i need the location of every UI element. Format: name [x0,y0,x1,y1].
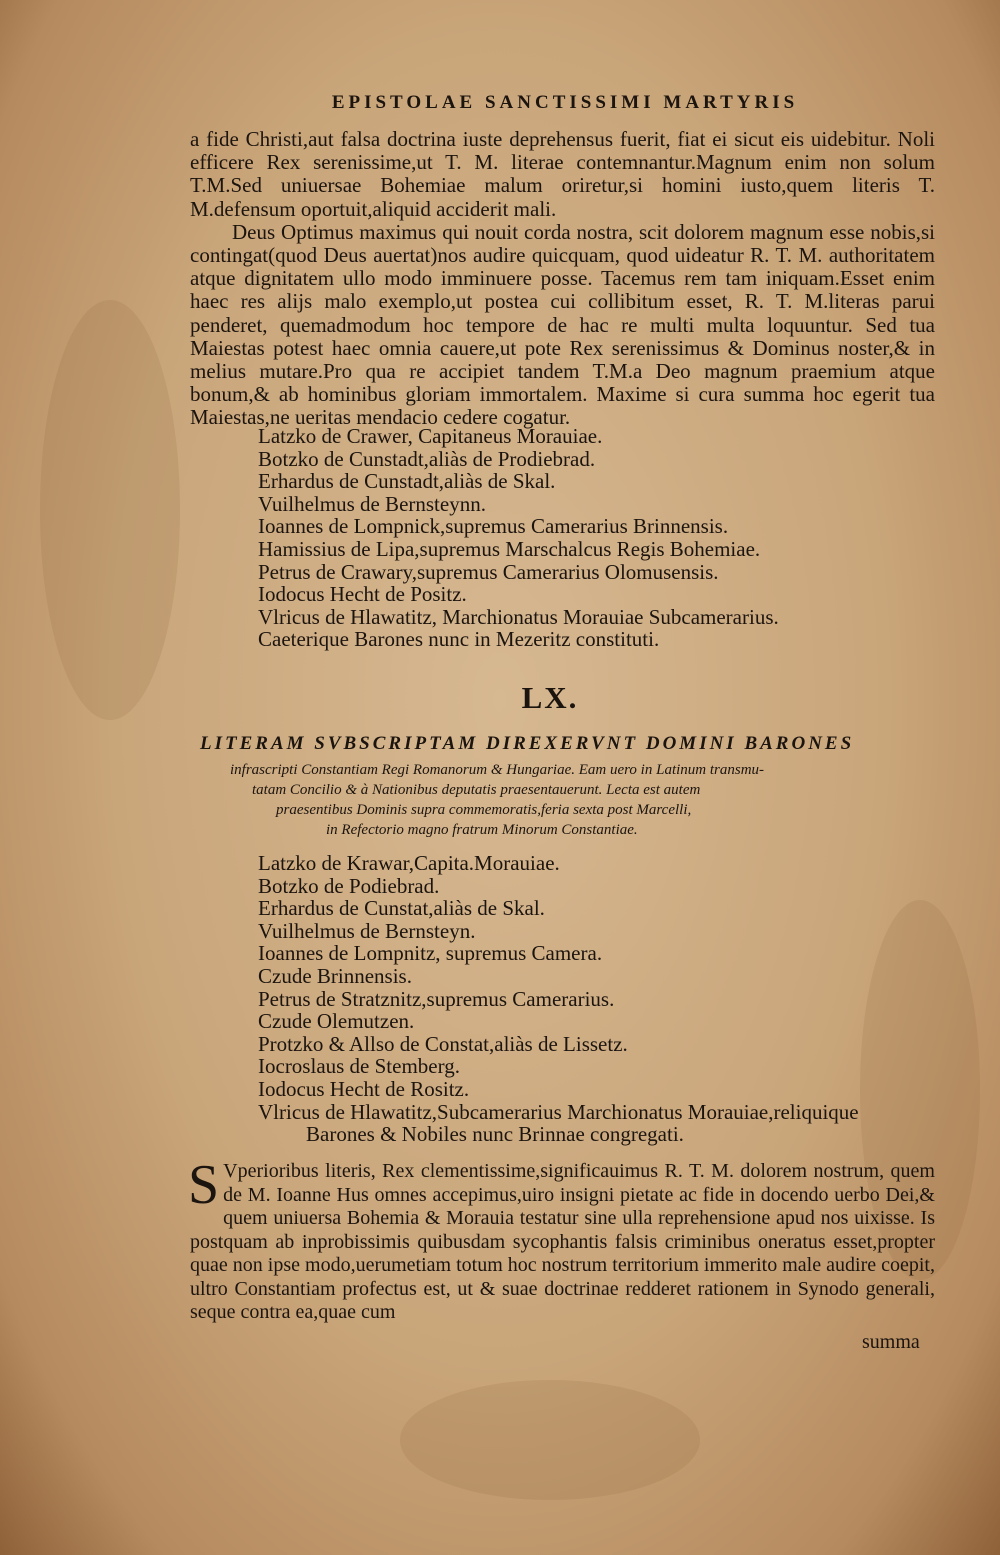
signatory-line: Iodocus Hecht de Rositz. [258,1076,470,1101]
signatory-line: Erhardus de Cunstadt,aliàs de Skal. [258,469,556,494]
signatory-line: Botzko de Cunstadt,aliàs de Prodiebrad. [258,446,596,471]
signatory-line: Barones & Nobiles nunc Brinnae congregati. [306,1122,684,1147]
opening-prose [190,128,935,430]
signatory-line: Botzko de Podiebrad. [258,873,440,898]
letter-caption: LITERAM SVBSCRIPTAM DIREXERVNT DOMINI BARONES [200,733,855,754]
signatory-line: Vuilhelmus de Bernsteyn. [258,918,476,943]
signatory-line: Latzko de Krawar,Capita.Morauiae. [258,851,560,875]
signatory-line: Erhardus de Cunstat,aliàs de Skal. [258,896,545,921]
running-header: EPISTOLAE SANCTISSIMI MARTYRIS [331,92,799,113]
signatory-line: Czude Brinnensis. [258,963,412,988]
drop-cap: S [188,1154,220,1216]
signatory-line: Petrus de Crawary,supremus Camerarius Olomusensis. [258,559,719,584]
signatories-list-1 [258,425,779,651]
signatory-line: Ioannes de Lompnick,supremus Camerarius Brinnensis. [258,514,729,539]
caption-line: infrascripti Constantiam Regi Romanorum & Hungariae. Eam uero in Latinum transmu- [230,762,765,778]
prose-paragraph: Deus Optimus maximus qui nouit corda nostra, scit dolorem magnum esse nobis,si contingat(quod Deus auertat)nos audire quicquam, quod uideatur R. T. M. authoritatem atque dignitatem ullo modo imminuere posse. Tacemus rem tam iniquam.Esset enim haec res alijs malo exemplo,ut postea cui collibitum esset, R. T. M.literas parui penderet, quemadmodum hoc tempore de hac re multi multa loquuntur. Sed tua Maiestas potest haec omnia cauere,ut pote Rex serenissimus & Dominus noster,& in melius mutare.Pro qua re accipiet tandem T.M.a Deo magnum praemium atque bonum,& ab hominibus gloriam immortalem. Maxime si cura summa hoc egerit tua Maiestas,ne ueritas mendacio cedere cogatur. [190,219,935,430]
signatory-line: Hamissius de Lipa,supremus Marschalcus Regis Bohemiae. [258,536,761,561]
chapter-number: LX. [521,680,579,715]
letter-body [188,1154,935,1325]
signatory-line: Czude Olemutzen. [258,1009,415,1034]
signatory-line: Vlricus de Hlawatitz,Subcamerarius Marchionatus Morauiae,reliquique [258,1099,859,1124]
caption-line: tatam Concilio & à Nationibus deputatis praesentauerunt. Lecta est autem [252,782,701,798]
catchword: summa [862,1331,920,1353]
caption-line: praesentibus Dominis supra commemoratis,feria sexta post Marcelli, [276,802,692,818]
signatory-line: Latzko de Crawer, Capitaneus Morauiae. [258,424,603,448]
letter-text: Vperioribus literis, Rex clementissime,significauimus R. T. M. dolorem nostrum, quem de M. Ioanne Hus omnes accepimus,uiro insigni pietate ac fide in docendo uerbo Dei,& quem uniuersa Bohemia & Morauia testatur sine ulla reprehensione apud nos uixisse. Is postquam ab inprobissimis quibusdam sycophantis falsis criminibus oneratus esset,propter quae non ipse modo,uerumetiam totum hoc nostrum territorium immerito male audire coepit, ultro Constantiam profectus est, ut & suae doctrinae redderet rationem in Synodo generali, seque contra ea,quae cum [190,1160,935,1323]
prose-paragraph: a fide Christi,aut falsa doctrina iuste deprehensus fuerit, fiat ei sicut eis uidebitur. Noli efficere Rex serenissime,ut T. M. literae contemnantur.Magnum enim non solum T.M.Sed uniuersae Bohemiae malum oriretur,si homini iusto,quem literis T. M.defensum oportuit,aliquid acciderit mali. [190,127,935,221]
signatories-list-2 [258,852,859,1146]
signatory-line: Caeterique Barones nunc in Mezeritz constituti. [258,627,660,652]
signatory-line: Vlricus de Hlawatitz, Marchionatus Morauiae Subcamerarius. [258,604,779,629]
signatory-line: Iodocus Hecht de Positz. [258,582,467,607]
signatory-line: Petrus de Stratznitz,supremus Camerarius. [258,986,615,1011]
signatory-line: Vuilhelmus de Bernsteynn. [258,491,486,516]
signatory-line: Protzko & Allso de Constat,aliàs de Lissetz. [258,1031,628,1056]
signatory-line: Ioannes de Lompnitz, supremus Camera. [258,941,603,966]
caption-line: in Refectorio magno fratrum Minorum Constantiae. [326,822,638,838]
signatory-line: Iocroslaus de Stemberg. [258,1054,460,1079]
caption-italic-block [230,760,930,840]
